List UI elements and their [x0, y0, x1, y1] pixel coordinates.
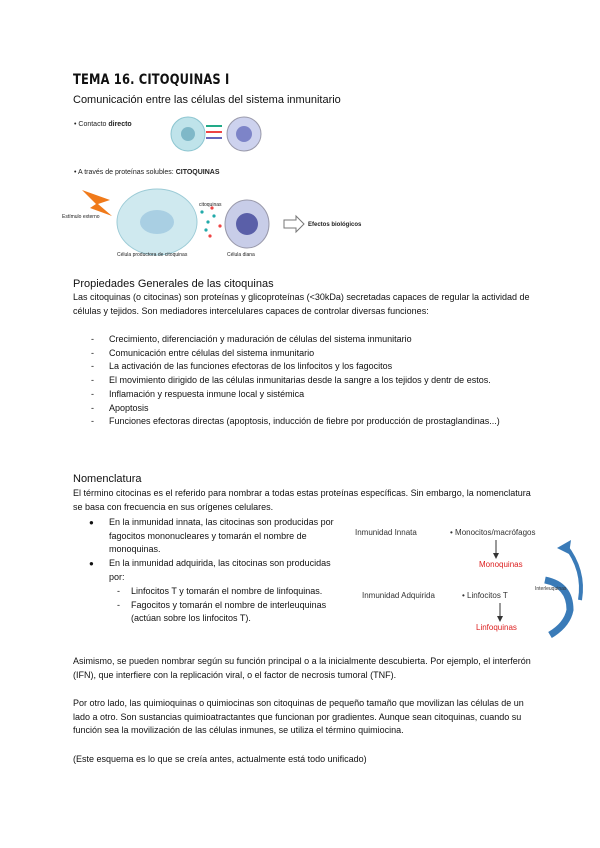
linfocitos-label: • Linfocitos T: [462, 591, 508, 600]
inmunidad-list: [73, 516, 339, 585]
list-item: - Crecimiento, diferenciación y maduración de células del sistema inmunitario: [73, 333, 539, 347]
celula-diana-label: Célula diana: [227, 252, 255, 258]
list-item: - Comunicación entre células del sistema inmunitario: [73, 347, 539, 361]
estimulo-label: Estímulo externo: [62, 214, 100, 220]
list-item: - Linfocitos T y tomarán el nombre de linfoquinas.: [73, 585, 341, 599]
list-item: - Apoptosis: [73, 402, 539, 416]
nomenclature-diagram: [340, 520, 590, 640]
arrow-right-icon: [284, 216, 304, 232]
productores-sublist: [73, 585, 341, 626]
funciones-list: [73, 333, 539, 429]
section-heading-propiedades: Propiedades Generales de las citoquinas: [73, 278, 274, 290]
proteinas-text: • A través de proteínas solubles:: [74, 169, 176, 176]
innata-label: Inmunidad Innata: [355, 528, 417, 537]
cell-communication-figure: [62, 112, 362, 262]
contacto-label: [74, 121, 132, 128]
list-item: - La activación de las funciones efectoras de los linfocitos y los fagocitos: [73, 360, 539, 374]
arrow-down-icon: [494, 603, 506, 623]
monocitos-label: • Monocitos/macrófagos: [450, 528, 536, 537]
list-item: - Fagocitos y tomarán el nombre de interleuquinas (actúan sobre los linfocitos T).: [73, 599, 341, 626]
page-title: TEMA 16. CITOQUINAS I: [73, 72, 230, 88]
section-heading-nomenclatura: Nomenclatura: [73, 473, 142, 485]
contacto-text: • Contacto: [74, 121, 109, 128]
celula-productora-label: Célula productora de citoquinas: [117, 252, 188, 258]
lightning-icon: [82, 190, 112, 216]
efectos-label: Efectos biológicos: [308, 222, 362, 228]
list-item: - El movimiento dirigido de las células inmunitarias desde la sangre a los tejidos y dentr de estos.: [73, 374, 539, 388]
list-item: - Funciones efectoras directas (apoptosis, inducción de fiebre por producción de prostaglandinas...): [73, 415, 539, 429]
page-subtitle: Comunicación entre las células del sistema inmunitario: [73, 94, 341, 106]
arrow-down-icon: [490, 540, 502, 560]
list-item: ● En la inmunidad innata, las citocinas son producidas por fagocitos mononucleares y tomarán el nombre de monoquinas.: [73, 516, 339, 557]
monoquinas-label: Monoquinas: [479, 560, 523, 569]
asimismo-paragraph: Asimismo, se pueden nombrar según su función principal o a la inicialmente descubierta. Por ejemplo, el interferón (IFN), que interfiere con la replicación viral, o el factor de necrosis tumoral (TNF).: [73, 656, 531, 680]
interleuquinas-label: Interleuquinas: [535, 586, 567, 592]
adquirida-label: Inmunidad Adquirida: [362, 591, 435, 600]
esquema-note: (Este esquema es lo que se creía antes, actualmente está todo unificado): [73, 754, 367, 764]
contacto-bold: directo: [108, 121, 132, 128]
quimioquinas-paragraph: Por otro lado, las quimioquinas o quimiocinas son citoquinas de pequeño tamaño que movilizan las células de un lado a otro. Son sustancias quimioatractantes que funcionan por gradientes. Aunque sean citoquinas, cuando su función sea la movilización de las células inmunes, se utiliza el término quimiocina.: [73, 698, 524, 736]
proteinas-label: [74, 169, 220, 176]
linfoquinas-label: Linfoquinas: [476, 623, 517, 632]
direct-contact-illustration: [162, 112, 272, 157]
citoquinas-label: citoquinas: [199, 202, 222, 208]
nomenclatura-paragraph: El término citocinas es el referido para nombrar a todas estas proteínas específicas. Sin embargo, la nomenclatura se basa con frecuencia en sus orígenes celulares.: [73, 488, 531, 512]
propiedades-paragraph: Las citoquinas (o citocinas) son proteínas y glicoproteínas (<30kDa) secretadas capaces de regular la actividad de células y tejidos. Son mediadores intercelulares capaces de controlar diversas funciones:: [73, 292, 530, 316]
list-item: - Inflamación y respuesta inmune local y sistémica: [73, 388, 539, 402]
list-item: ● En la inmunidad adquirida, las citocinas son producidas por:: [73, 557, 339, 584]
proteinas-bold: CITOQUINAS: [175, 169, 220, 176]
